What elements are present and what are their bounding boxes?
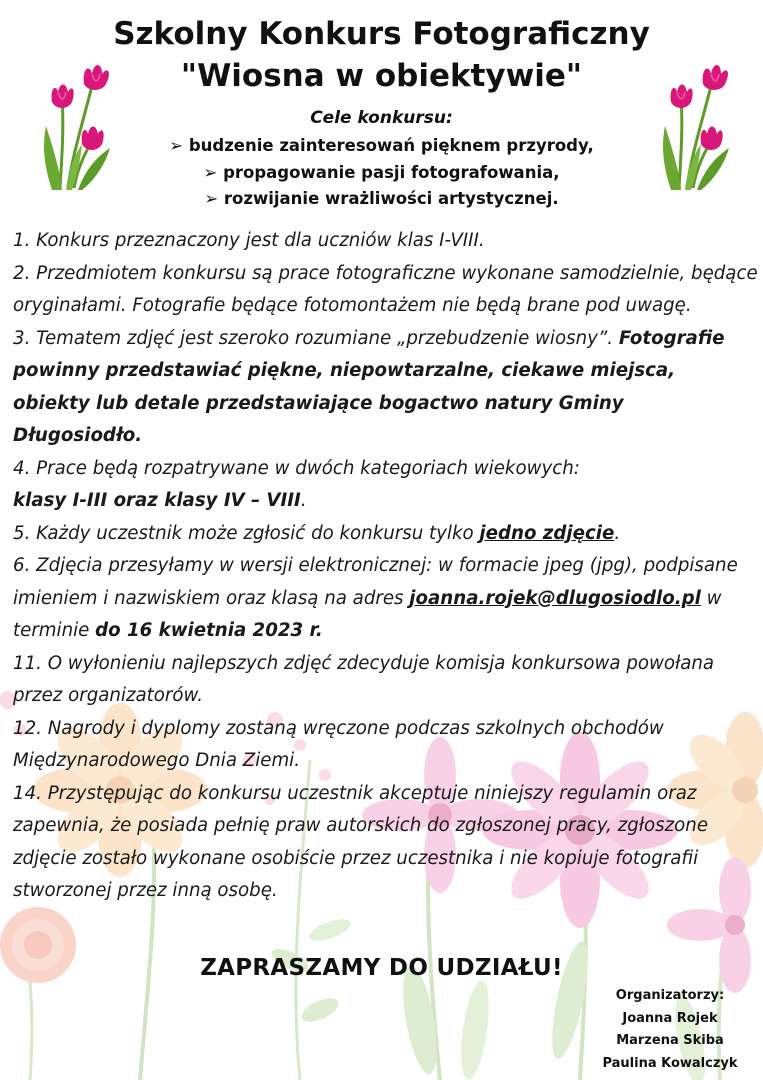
rule-6 [13, 550, 758, 648]
rule-4-text: 4. Prace będą rozpatrywane w dwóch kategoriach wiekowych: [13, 457, 580, 479]
organizer-name: Marzena Skiba [616, 1033, 724, 1048]
rule-6-deadline: do 16 kwietnia 2023 r. [95, 620, 323, 641]
rule-3-emphasis: Fotografie powinny przedstawiać piękne, niepowtarzalne, ciekawe miejsca, obiekty lub detale przedstawiające bogactwo natury Gminy Długosiodło. [13, 327, 725, 446]
email-link[interactable]: joanna.rojek@dlugosiodlo.pl [409, 587, 701, 609]
organizers-heading: Organizatorzy: [615, 988, 725, 1003]
goal-item: ➢ rozwijanie wrażliwości artystycznej. [204, 189, 559, 208]
goal-item: ➢ propagowanie pasji fotografowania, [203, 163, 560, 182]
rule-1: 1. Konkurs przeznaczony jest dla uczniów klas I-VIII. [13, 230, 485, 251]
rule-5-emphasis: jedno zdjęcie [479, 522, 615, 544]
rule-5 [13, 518, 758, 551]
goal-item: ➢ budzenie zainteresowań pięknem przyrody, [169, 136, 594, 155]
rule-3-text: 3. Tematem zdjęć jest szeroko rozumiane „przebudzenie wiosny”. [13, 327, 614, 349]
organizers-block [580, 985, 760, 1075]
rule-12: 12. Nagrody i dyplomy zostaną wręczone podczas szkolnych obchodów Międzynarodowego Dnia Ziemi. [13, 717, 664, 771]
rule-6-text-2: w terminie [13, 587, 722, 641]
rule-2: 2. Przedmiotem konkursu są prace fotograficzne wykonane samodzielnie, będące oryginałami. Fotografie będące fotomontażem nie będą brane pod uwagę. [13, 262, 758, 316]
organizer-name: Paulina Kowalczyk [602, 1055, 738, 1071]
goals-heading: Cele konkursu: [310, 108, 453, 128]
poster-title: Szkolny Konkurs Fotograficzny [113, 16, 650, 52]
rule-5-text: 5. Każdy uczestnik może zgłosić do konkursu tylko [13, 522, 480, 544]
rule-4-period: . [300, 490, 307, 511]
rule-3 [13, 323, 758, 453]
rule-4 [13, 453, 758, 518]
invitation-text: ZAPRASZAMY DO UDZIAŁU! [200, 955, 563, 981]
rule-11: 11. O wyłonieniu najlepszych zdjęć zdecyduje komisja konkursowa powołana przez organizatorów. [13, 652, 715, 706]
rule-5-period: . [614, 522, 621, 544]
rule-6-text: 6. Zdjęcia przesyłamy w wersji elektronicznej: w formacie jpeg (jpg), podpisane imieniem i nazwiskiem oraz klasą na adres [13, 555, 738, 609]
poster-subtitle: "Wiosna w obiektywie" [180, 58, 583, 94]
organizer-name: Joanna Rojek [622, 1010, 718, 1026]
rule-14: 14. Przystępując do konkursu uczestnik akceptuje niniejszy regulamin oraz zapewnia, że posiada pełnię praw autorskich do zgłoszonej pracy, zgłoszone zdjęcie zostało wykonane osobiście przez uczestnika i nie kopiuje fotografii stworzonej przez inną osobę. [13, 782, 709, 901]
rule-4-categories: klasy I-III oraz klasy IV – VIII [13, 490, 301, 511]
rules-list [13, 225, 758, 908]
